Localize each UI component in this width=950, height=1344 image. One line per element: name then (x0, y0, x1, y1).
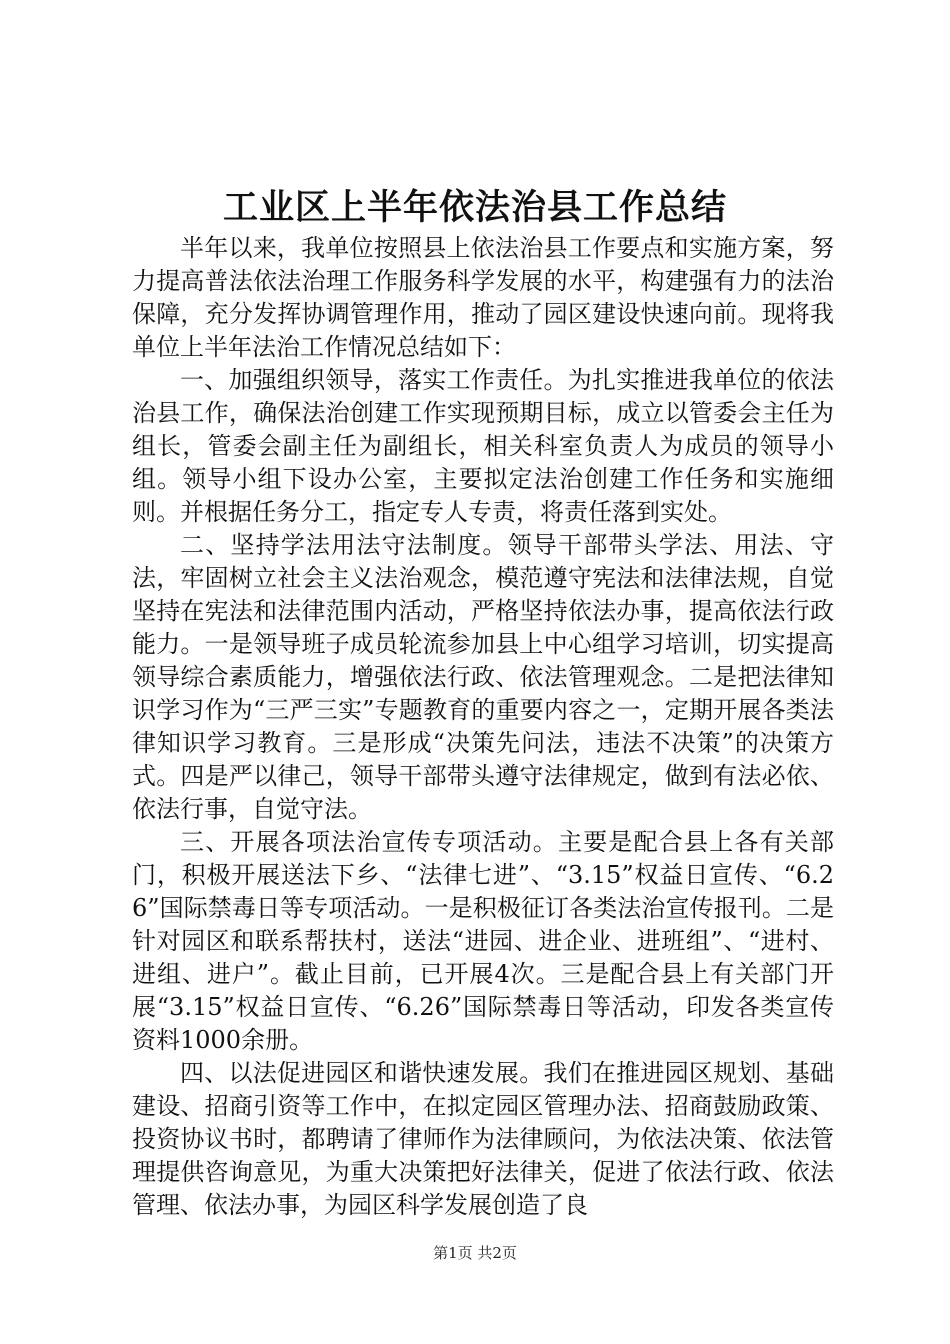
paragraph-intro: 半年以来，我单位按照县上依法治县工作要点和实施方案，努力提高普法依法治理工作服务科学发展的水平，构建强有力的法治保障，充分发挥协调管理作用，推动了园区建设快速向前。现将我单位上半年法治工作情况总结如下： (132, 234, 834, 361)
paragraph-section-4: 四、以法促进园区和谐快速发展。我们在推进园区规划、基础建设、招商引资等工作中，在拟定园区管理办法、招商鼓励政策、投资协议书时，都聘请了律师作为法律顾问，为依法决策、依法管理提供咨询意见，为重大决策把好法律关，促进了依法行政、依法管理、依法办事，为园区科学发展创造了良 (132, 1059, 834, 1219)
document-body (132, 232, 834, 1222)
paragraph-section-3: 三、开展各项法治宣传专项活动。主要是配合县上各有关部门，积极开展送法下乡、“法律七进”、“3.15”权益日宣传、“6.26”国际禁毒日等专项活动。一是积极征订各类法治宣传报刊。二是针对园区和联系帮扶村，送法“进园、进企业、进班组”、“进村、进组、进户”。截止目前，已开展4次。三是配合县上有关部门开展“3.15”权益日宣传、“6.26”国际禁毒日等活动，印发各类宣传资料1000余册。 (132, 828, 834, 1054)
page-footer: 第1页 共2页 (433, 1244, 517, 1262)
paragraph-section-2: 二、坚持学法用法守法制度。领导干部带头学法、用法、守法，牢固树立社会主义法治观念，模范遵守宪法和法律法规，自觉坚持在宪法和法律范围内活动，严格坚持依法办事，提高依法行政能力。一是领导班子成员轮流参加县上中心组学习培训，切实提高领导综合素质能力，增强依法行政、依法管理观念。二是把法律知识学习作为“三严三实”专题教育的重要内容之一，定期开展各类法律知识学习教育。三是形成“决策先问法，违法不决策”的决策方式。四是严以律己，领导干部带头遵守法律规定，做到有法必依、依法行事，自觉守法。 (132, 531, 834, 823)
document-title: 工业区上半年依法治县工作总结 (222, 187, 727, 228)
paragraph-section-1: 一、加强组织领导，落实工作责任。为扎实推进我单位的依法治县工作，确保法治创建工作实现预期目标，成立以管委会主任为组长，管委会副主任为副组长，相关科室负责人为成员的领导小组。领导小组下设办公室，主要拟定法治创建工作任务和实施细则。并根据任务分工，指定专人专责，将责任落到实处。 (132, 366, 834, 526)
